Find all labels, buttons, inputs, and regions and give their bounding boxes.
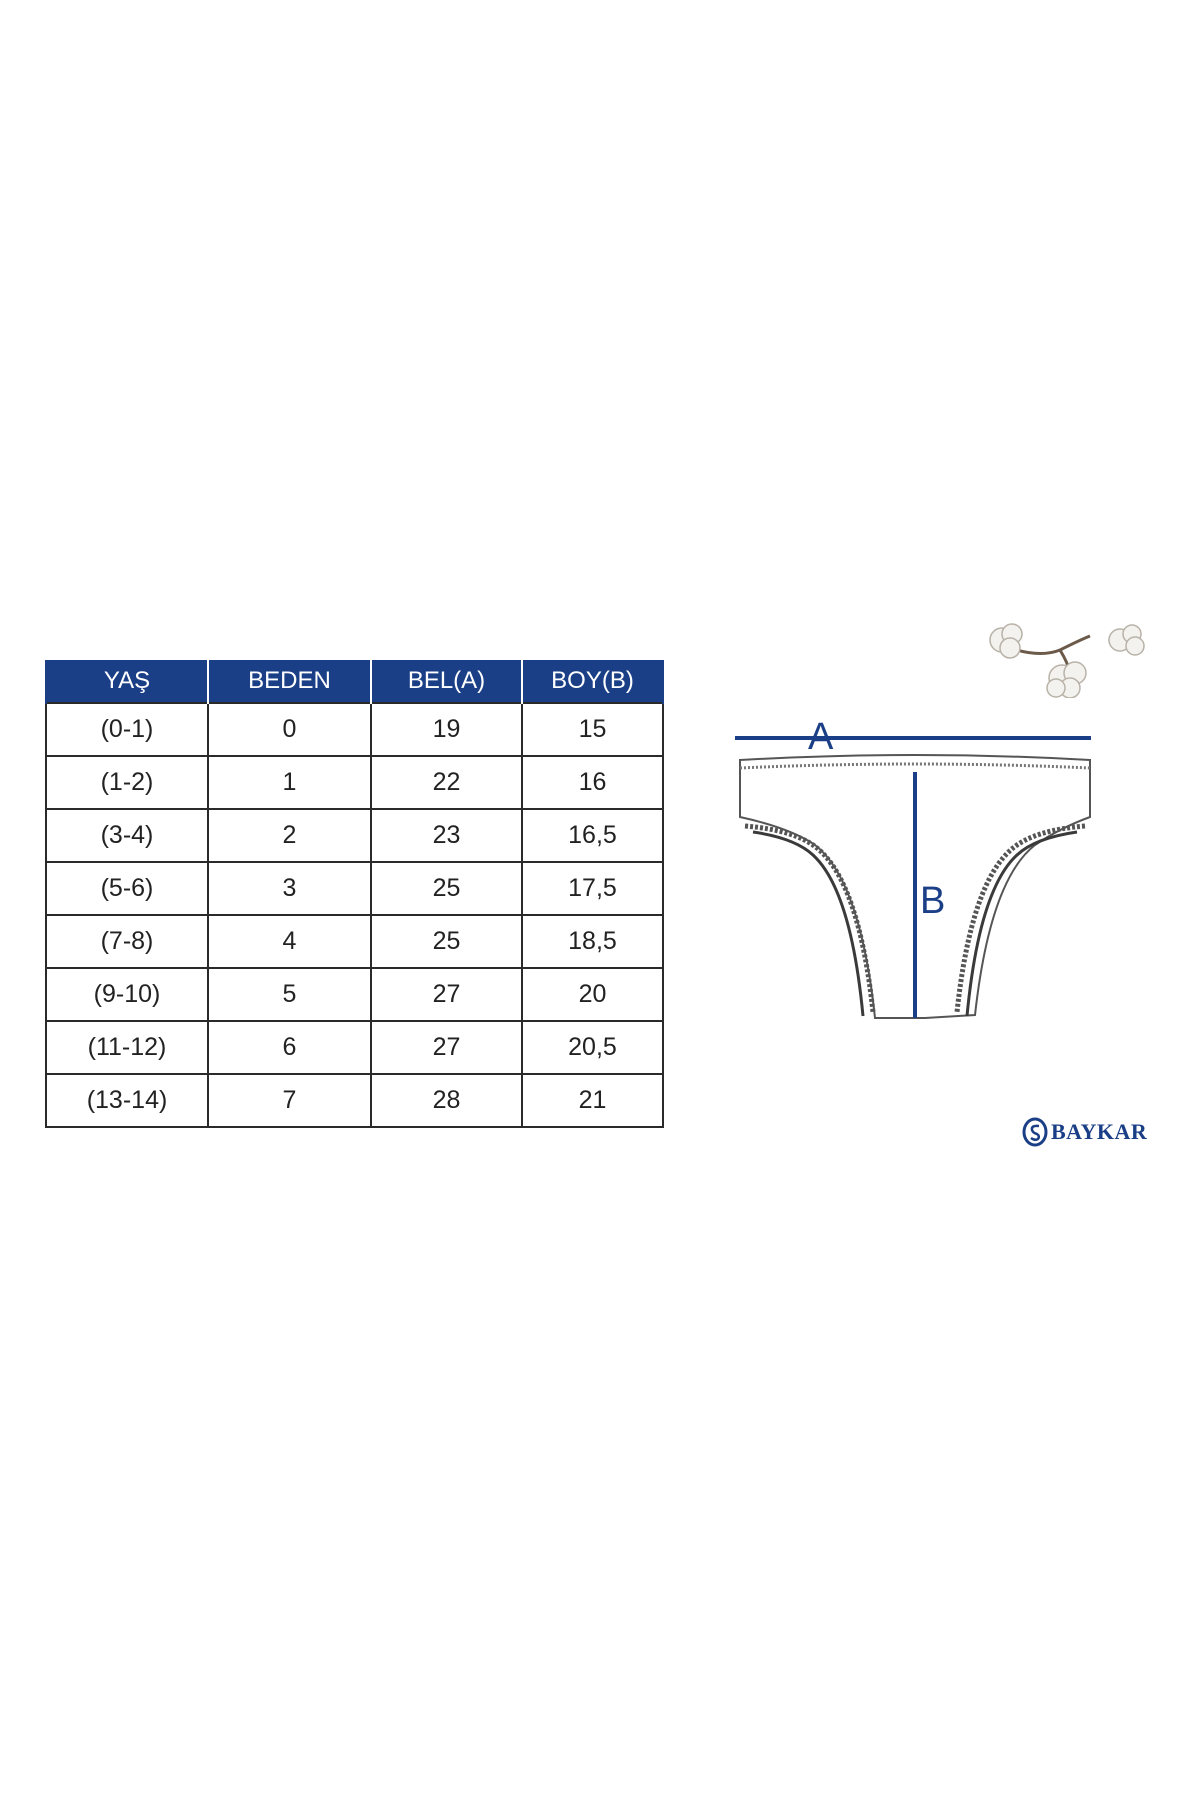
header-yas: YAŞ [46,660,208,703]
cell-bel: 23 [371,809,522,862]
table-row [46,756,663,809]
header-beden: BEDEN [208,660,371,703]
cell-yas: (3-4) [46,809,208,862]
cell-beden: 3 [208,862,371,915]
cell-yas: (1-2) [46,756,208,809]
table-row [46,862,663,915]
table-row [46,915,663,968]
cell-bel: 19 [371,703,522,756]
size-chart-header-row [46,660,663,703]
cell-bel: 25 [371,915,522,968]
header-bel: BEL(A) [371,660,522,703]
table-row [46,968,663,1021]
cell-beden: 2 [208,809,371,862]
cell-bel: 28 [371,1074,522,1127]
cell-yas: (7-8) [46,915,208,968]
table-row [46,809,663,862]
cell-beden: 4 [208,915,371,968]
cell-boy: 18,5 [522,915,663,968]
length-label-b: B [920,880,946,922]
brand-logo [1022,1112,1147,1152]
cell-yas: (0-1) [46,703,208,756]
cell-beden: 0 [208,703,371,756]
cell-boy: 20,5 [522,1021,663,1074]
cell-beden: 5 [208,968,371,1021]
cell-yas: (5-6) [46,862,208,915]
cell-boy: 20 [522,968,663,1021]
cell-boy: 15 [522,703,663,756]
table-row [46,1021,663,1074]
cell-beden: 7 [208,1074,371,1127]
header-boy: BOY(B) [522,660,663,703]
brand-name: BAYKAR [1051,1119,1148,1144]
cell-boy: 16,5 [522,809,663,862]
cell-boy: 17,5 [522,862,663,915]
cell-bel: 25 [371,862,522,915]
waist-label-a: A [808,716,834,758]
cell-boy: 21 [522,1074,663,1127]
cell-yas: (11-12) [46,1021,208,1074]
cell-beden: 6 [208,1021,371,1074]
size-chart-table [45,660,664,1128]
brand-emblem-icon [1022,1117,1048,1147]
cell-bel: 27 [371,1021,522,1074]
cell-yas: (9-10) [46,968,208,1021]
table-row [46,1074,663,1127]
cell-boy: 16 [522,756,663,809]
cell-bel: 22 [371,756,522,809]
cell-beden: 1 [208,756,371,809]
cell-yas: (13-14) [46,1074,208,1127]
table-row [46,703,663,756]
cotton-branch-icon [980,618,1155,698]
cell-bel: 27 [371,968,522,1021]
